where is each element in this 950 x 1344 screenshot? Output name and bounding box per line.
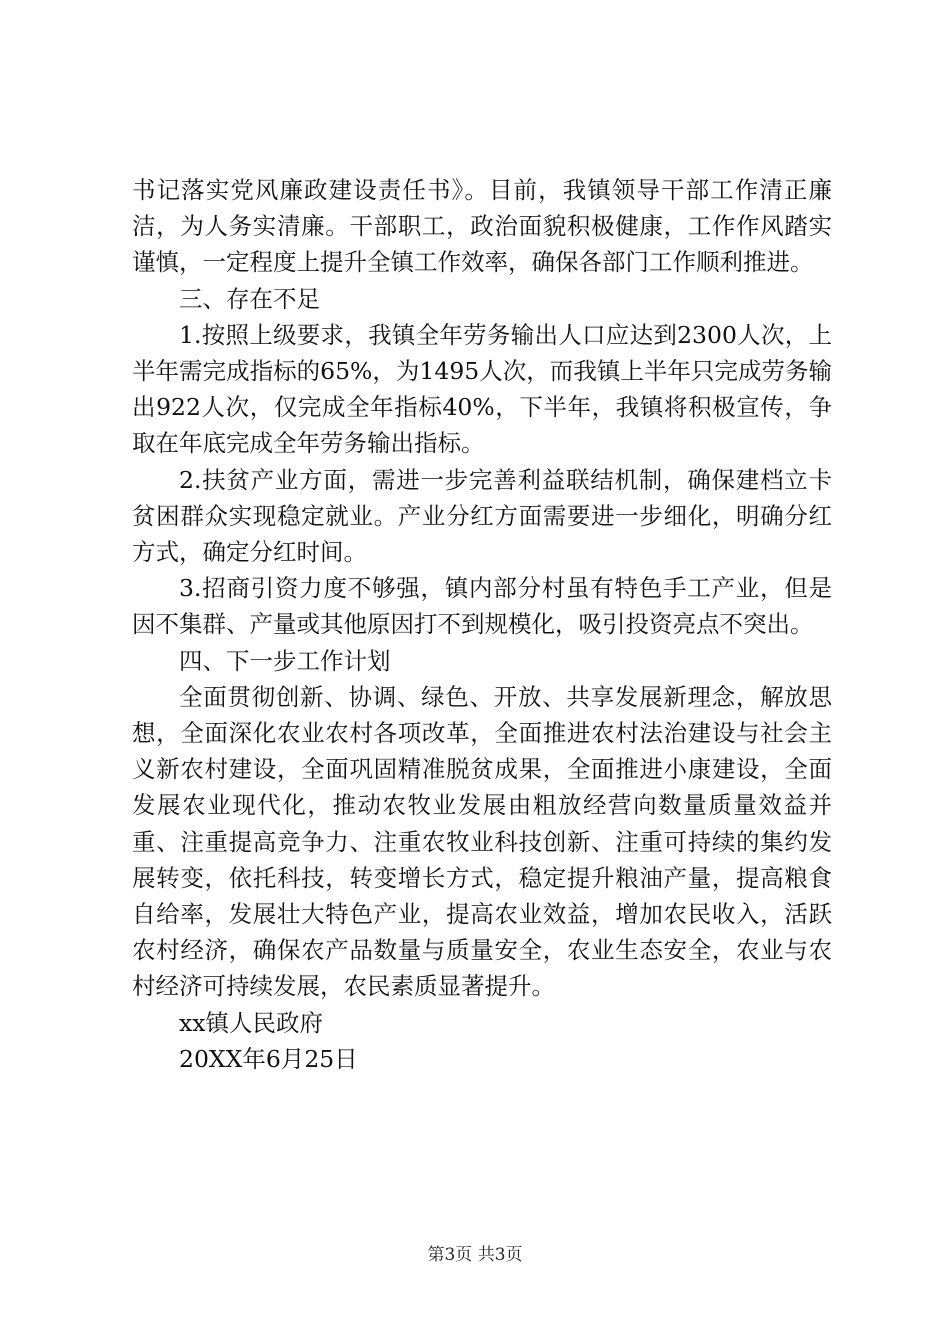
continuation-paragraph: 书记落实党风廉政建设责任书》。目前，我镇领导干部工作清正廉洁，为人务实清廉。干部职工，政治面貌积极健康，工作作风踏实谨慎，一定程度上提升全镇工作效率，确保各部门工作顺利推进。 — [132, 176, 832, 277]
shortcoming-item-1: 1.按照上级要求，我镇全年劳务输出人口应达到2300人次，上半年需完成指标的65%，为1495人次，而我镇上半年只完成劳务输出922人次，仅完成全年指标40%，下半年，我镇将积极宣传，争取在年底完成全年劳务输出指标。 — [132, 320, 832, 458]
section-heading-shortcomings: 三、存在不足 — [179, 284, 320, 313]
signature-organization: xx镇人民政府 — [179, 1008, 324, 1037]
shortcoming-item-2: 2.扶贫产业方面，需进一步完善利益联结机制，确保建档立卡贫困群众实现稳定就业。产业分红方面需要进一步细化，明确分红方式，确定分红时间。 — [132, 465, 832, 567]
next-plan-paragraph: 全面贯彻创新、协调、绿色、开放、共享发展新理念，解放思想，全面深化农业农村各项改革，全面推进农村法治建设与社会主义新农村建设，全面巩固精准脱贫成果，全面推进小康建设，全面发展农业现代化，推动农牧业发展由粗放经营向数量质量效益并重、注重提高竞争力、注重农牧业科技创新、注重可持续的集约发展转变，依托科技，转变增长方式，稳定提升粮油产量，提高粮食自给率，发展壮大特色产业，提高农业效益，增加农民收入，活跃农村经济，确保农产品数量与质量安全，农业生态安全，农业与农村经济可持续发展，农民素质显著提升。 — [132, 682, 832, 1001]
page-footer: 第3页 共3页 — [427, 1245, 523, 1265]
document-body — [132, 172, 832, 1077]
shortcoming-item-3: 3.招商引资力度不够强，镇内部分村虽有特色手工产业，但是因不集群、产量或其他原因打不到规模化，吸引投资亮点不突出。 — [132, 574, 832, 639]
signature-date: 20XX年6月25日 — [179, 1044, 358, 1073]
section-heading-next-plan: 四、下一步工作计划 — [179, 646, 391, 675]
